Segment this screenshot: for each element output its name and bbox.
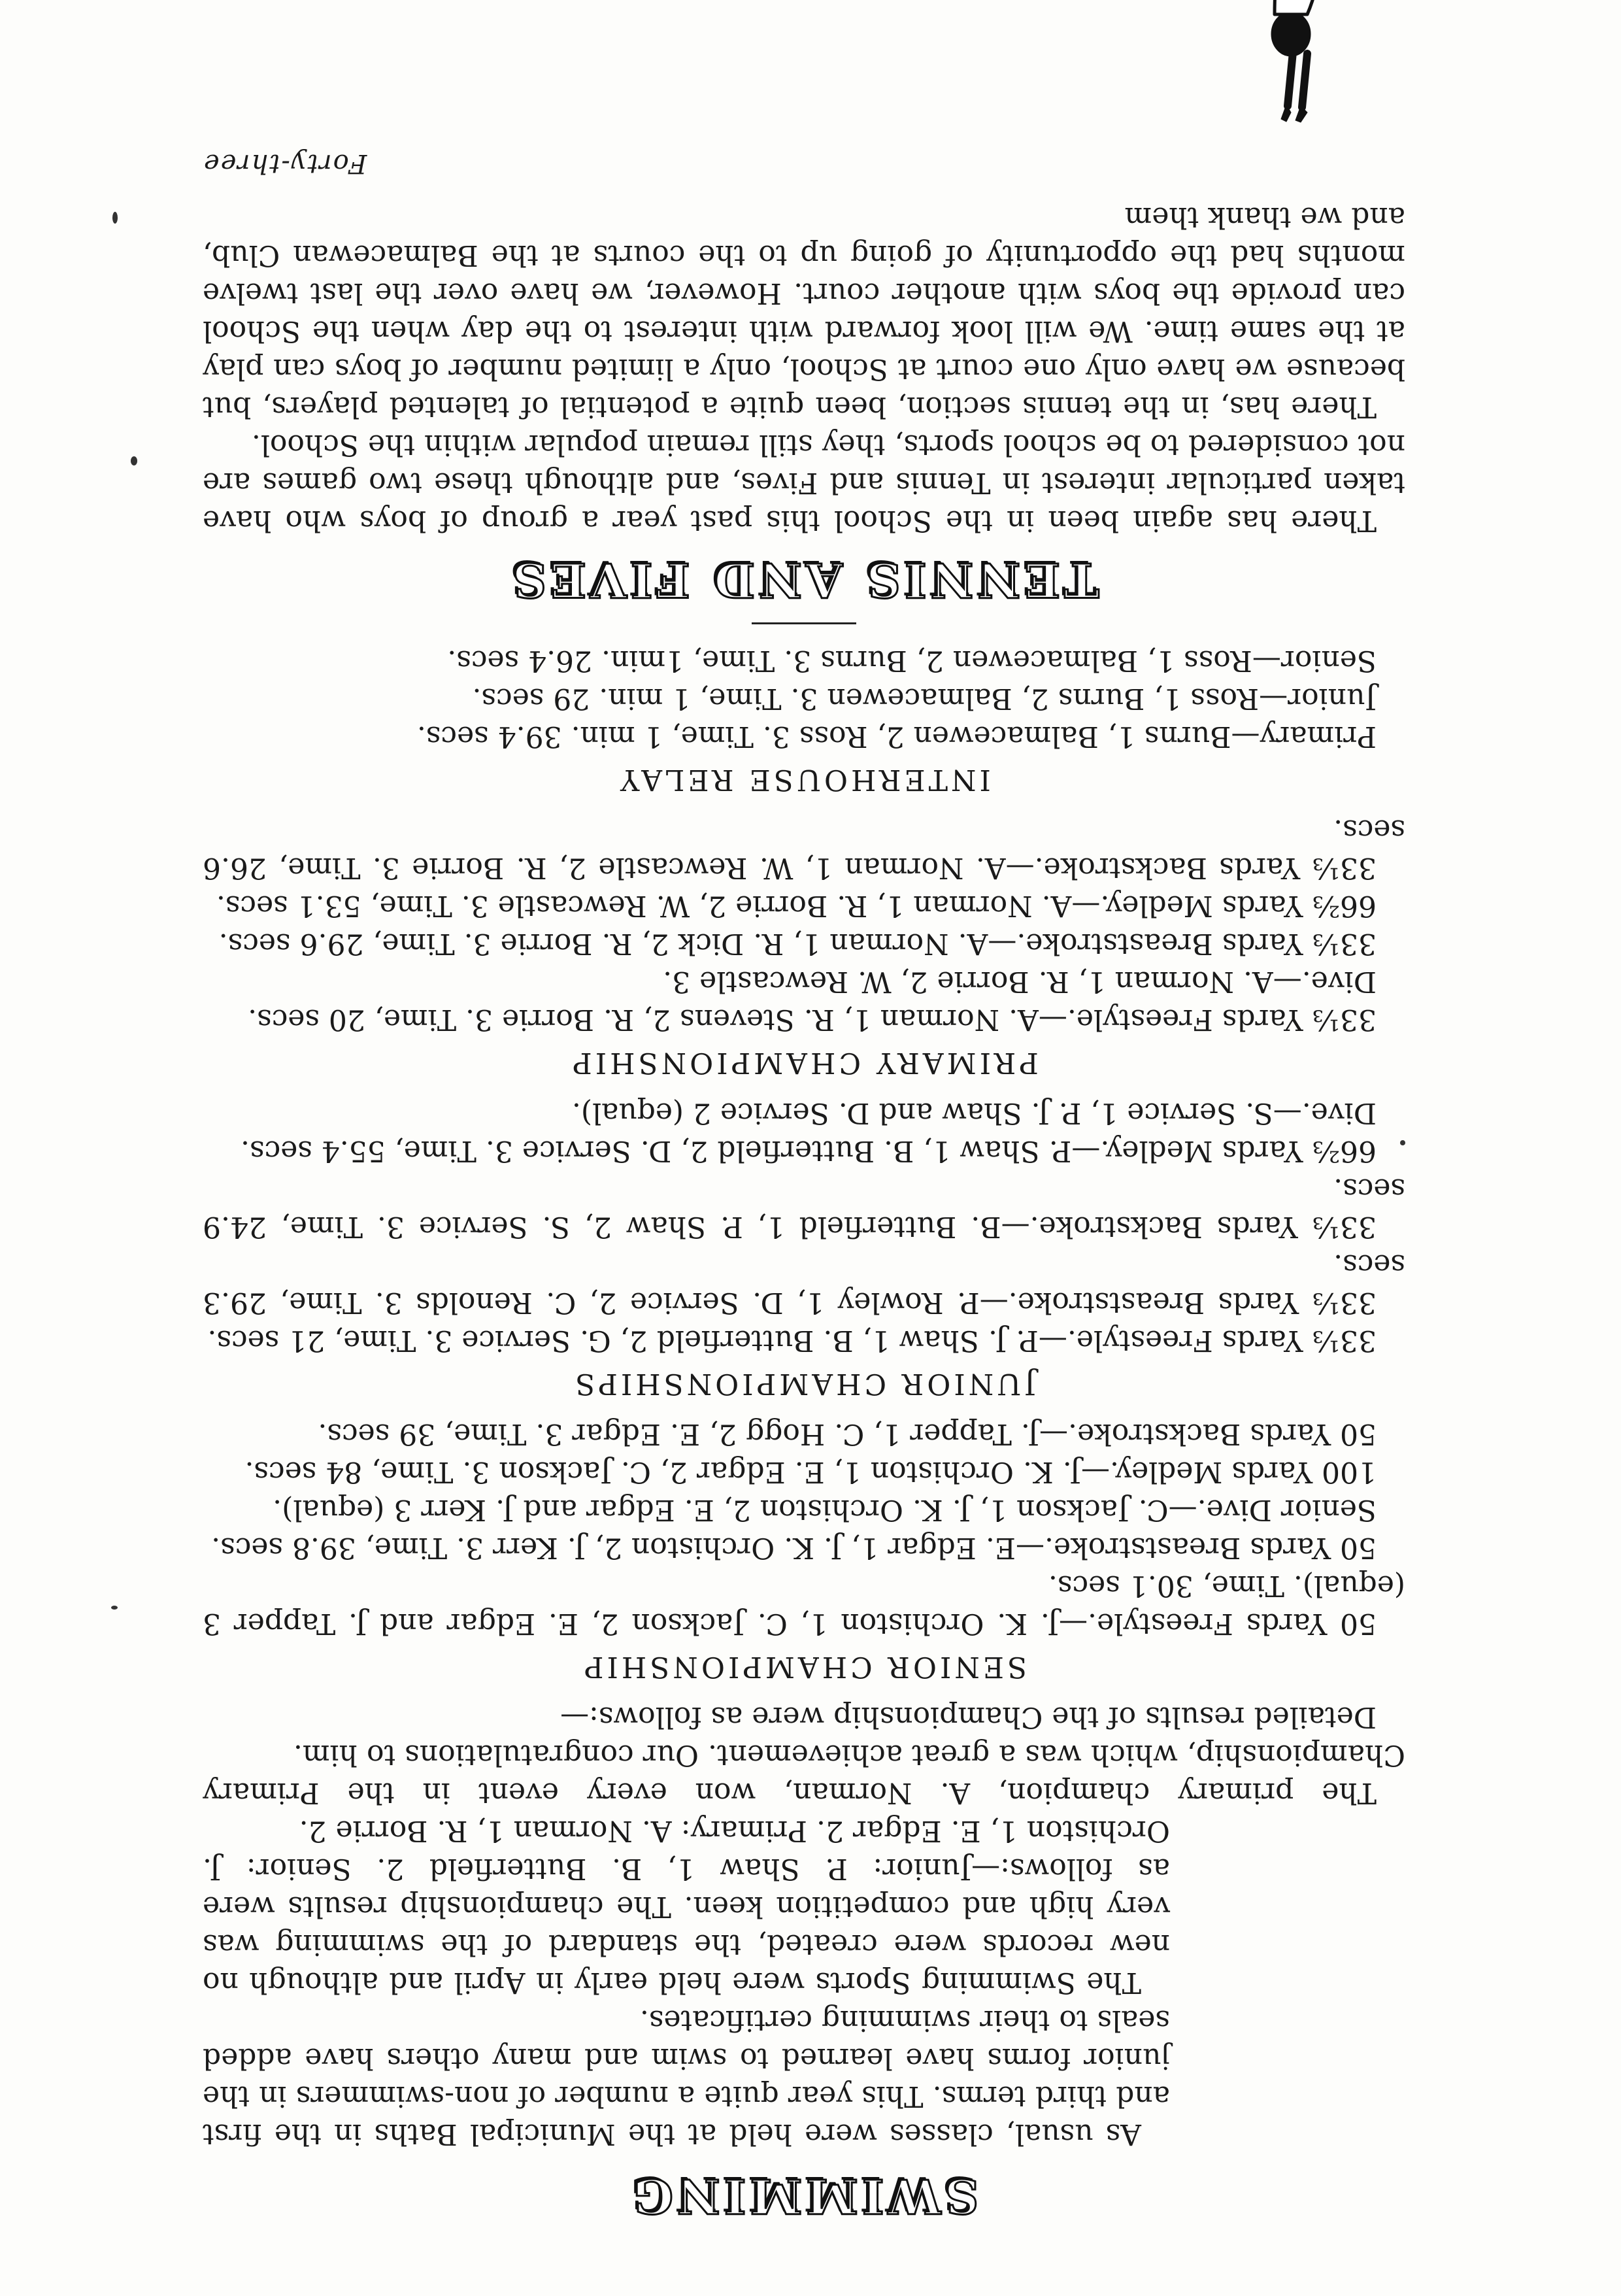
senior-results <box>203 1415 1405 1642</box>
primary-result-item: 66⅔ Yards Medley.—A. Norman 1, R. Borrie 2, W. Rewcastle 3. Time, 53.1 secs. <box>216 889 1377 922</box>
senior-result-item: 50 Yards Breaststroke.—E. Edgar 1, J. K. Orchiston 2, J. Kerr 3. Time, 39.8 secs. <box>211 1531 1377 1564</box>
primary-championship-heading: PRIMARY CHAMPIONSHIP <box>569 1046 1039 1079</box>
senior-result-item: 50 Yards Freestyle.—J. K. Orchiston 1, C. Jackson 2, E. Edgar and J. Tapper 3 (equal). Time, 30.1 secs. <box>203 1569 1405 1640</box>
relay-result-item: Primary—Burns 1, Balmacewen 2, Ross 3. Time, 1 min. 39.4 secs. <box>416 720 1377 753</box>
tennis-paragraph-2: There has, in the tennis section, been quite a potential of talented players, but because we have only one court at School, only a limited number of boys can play at the same time. We will look forward with interest to the day when the School can provide the boys with another court. However, we have over the last twelve months had the opportunity of going up to the courts at the Balmacewan Club, and we thank them <box>203 201 1405 424</box>
page-number: Forty-three <box>203 148 367 178</box>
section-divider <box>752 622 856 624</box>
senior-result-item: 50 Yards Backstroke.—J. Tapper 1, C. Hogg 2, E. Edgar 3. Time, 39 secs. <box>318 1417 1377 1451</box>
junior-result-item: 33⅓ Yards Freestyle.—P. J. Shaw 1, B. Butterfield 2, G. Service 3. Time, 21 secs. <box>207 1324 1377 1357</box>
relay-result-item: Senior—Ross 1, Balmacewen 2, Burns 3. Time, 1min. 26.4 secs. <box>447 644 1377 677</box>
interhouse-relay-heading: INTERHOUSE RELAY <box>617 763 991 796</box>
senior-result-item: 100 Yards Medley.—J. K. Orchiston 1, E. Edgar 2, C. Jackson 3. Time, 84 secs. <box>244 1455 1377 1489</box>
primary-result-item: 33⅓ Yards Freestyle.—A. Norman 1, R. Stevens 2, R. Borrie 3. Time, 20 secs. <box>248 1003 1377 1036</box>
scan-speck <box>131 456 137 465</box>
relay-result-item: Junior—Ross 1, Burns 2, Balmacewen 3. Time, 1 min. 29 secs. <box>472 682 1377 715</box>
swimming-paragraph-2: The Swimming Sports were held early in April and although no new records were created, the standard of the swimming was very high and competition keen. The championship results were as follows:—Junior: P. Shaw 1, B. Butterfield 2. Senior: J. Orchiston 1, E. Edgar 2. Primary: A. Norman 1, R. Borrie 2. <box>203 1814 1170 1999</box>
junior-result-item: 66⅔ Yards Medley.—P. Shaw 1, B. Butterfield 2, D. Service 3. Time, 55.4 secs. <box>241 1134 1377 1168</box>
primary-result-item: 33⅓ Yards Backstroke.—A. Norman 1, W. Rewcastle 2, R. Borrie 3. Time, 26.6 secs. <box>203 813 1405 885</box>
scan-speck <box>111 1606 118 1610</box>
tennis-paragraph-1: There has again been in the School this past year a group of boys who have taken particular interest in Tennis and Fives, and although these two games are not considered to be school sports, they still remain popular within the School. <box>203 428 1405 537</box>
senior-result-item: Senior Dive.—C. Jackson 1, J. K. Orchiston 2, E. Edgar and J. Kerr 3 (equal). <box>273 1493 1377 1527</box>
swimming-paragraph-4: Detailed results of the Championship were as follows:— <box>560 1700 1377 1734</box>
primary-result-item: Dive.—A. Norman 1, R. Borrie 2, W. Rewcastle 3. <box>663 965 1377 998</box>
primary-results <box>203 811 1405 1038</box>
swimming-paragraph-1: As usual, classes were held at the Municipal Baths in the first and third terms. This year quite a number of non-swimmers in the junior forms have learned to swim and many others have added seals to their swimming certificates. <box>203 2004 1170 2151</box>
junior-result-item: Dive.—S. Service 1, P. J. Shaw and D. Service 2 (equal). <box>571 1096 1377 1130</box>
senior-championship-heading: SENIOR CHAMPIONSHIP <box>580 1650 1028 1683</box>
junior-result-item: 33⅓ Yards Backstroke.—B. Butterfield 1, P. Shaw 2, S. Service 3. Time, 24.9 secs. <box>203 1172 1405 1243</box>
swimming-paragraph-3: The primary champion, A. Norman, won every event in the Primary Championship, which was a great achievement. Our congratulations to him. <box>203 1738 1405 1810</box>
article-flow <box>203 148 1405 2224</box>
scan-speck <box>112 212 118 224</box>
junior-result-item: 33⅓ Yards Breaststroke.—P. Rowley 1, D. Service 2, C. Renolds 3. Time, 29.3 secs. <box>203 1248 1405 1319</box>
tennis-title: TENNIS AND FIVES <box>509 552 1099 608</box>
primary-result-item: 33⅓ Yards Breaststroke.—A. Norman 1, R. Dick 2, R. Borrie 3. Time, 29.6 secs. <box>218 927 1377 960</box>
relay-results <box>203 641 1405 755</box>
scan-speck <box>1400 1140 1405 1145</box>
diver-illustration <box>1190 0 1405 126</box>
junior-championships-heading: JUNIOR CHAMPIONSHIPS <box>572 1367 1036 1400</box>
swimming-title: SWIMMING <box>629 2169 979 2224</box>
junior-results <box>203 1094 1405 1359</box>
